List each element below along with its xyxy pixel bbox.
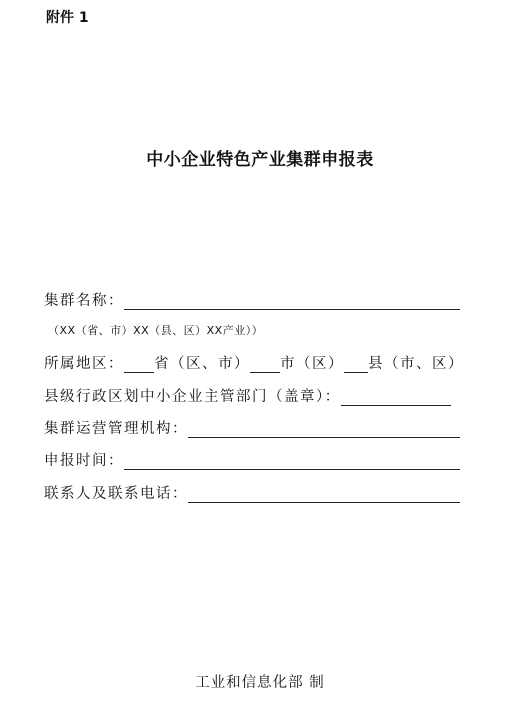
form-title: 中小企业特色产业集群申报表	[146, 150, 374, 170]
cluster-name-format-note: （XX（省、市）XX（县、区）XX产业））	[48, 324, 264, 337]
authority-label: 县级行政区划中小企业主管部门（盖章）：	[44, 389, 341, 405]
issuer-footer: 工业和信息化部 制	[195, 675, 325, 691]
contact-field[interactable]	[188, 488, 460, 503]
date-field[interactable]	[124, 455, 460, 470]
date-label: 申报时间：	[44, 453, 124, 469]
cluster-name-row	[44, 289, 460, 310]
contact-row	[44, 482, 460, 503]
region-province-suffix: 省（区、市）	[154, 356, 250, 372]
region-county-field[interactable]	[344, 358, 368, 373]
operator-label: 集群运营管理机构：	[44, 421, 188, 437]
date-row	[44, 449, 460, 470]
region-label: 所属地区：	[44, 356, 124, 372]
cluster-name-label: 集群名称：	[44, 293, 124, 309]
region-county-suffix: 县（市、区）	[368, 356, 464, 372]
operator-field[interactable]	[188, 423, 460, 438]
authority-row	[44, 385, 451, 406]
region-row	[44, 352, 464, 373]
attachment-label: 附件 1	[46, 10, 89, 26]
region-province-field[interactable]	[124, 358, 154, 373]
region-city-suffix: 市（区）	[280, 356, 344, 372]
cluster-name-field[interactable]	[124, 295, 460, 310]
region-city-field[interactable]	[250, 358, 280, 373]
contact-label: 联系人及联系电话：	[44, 486, 188, 502]
operator-row	[44, 417, 460, 438]
authority-field[interactable]	[341, 391, 451, 406]
